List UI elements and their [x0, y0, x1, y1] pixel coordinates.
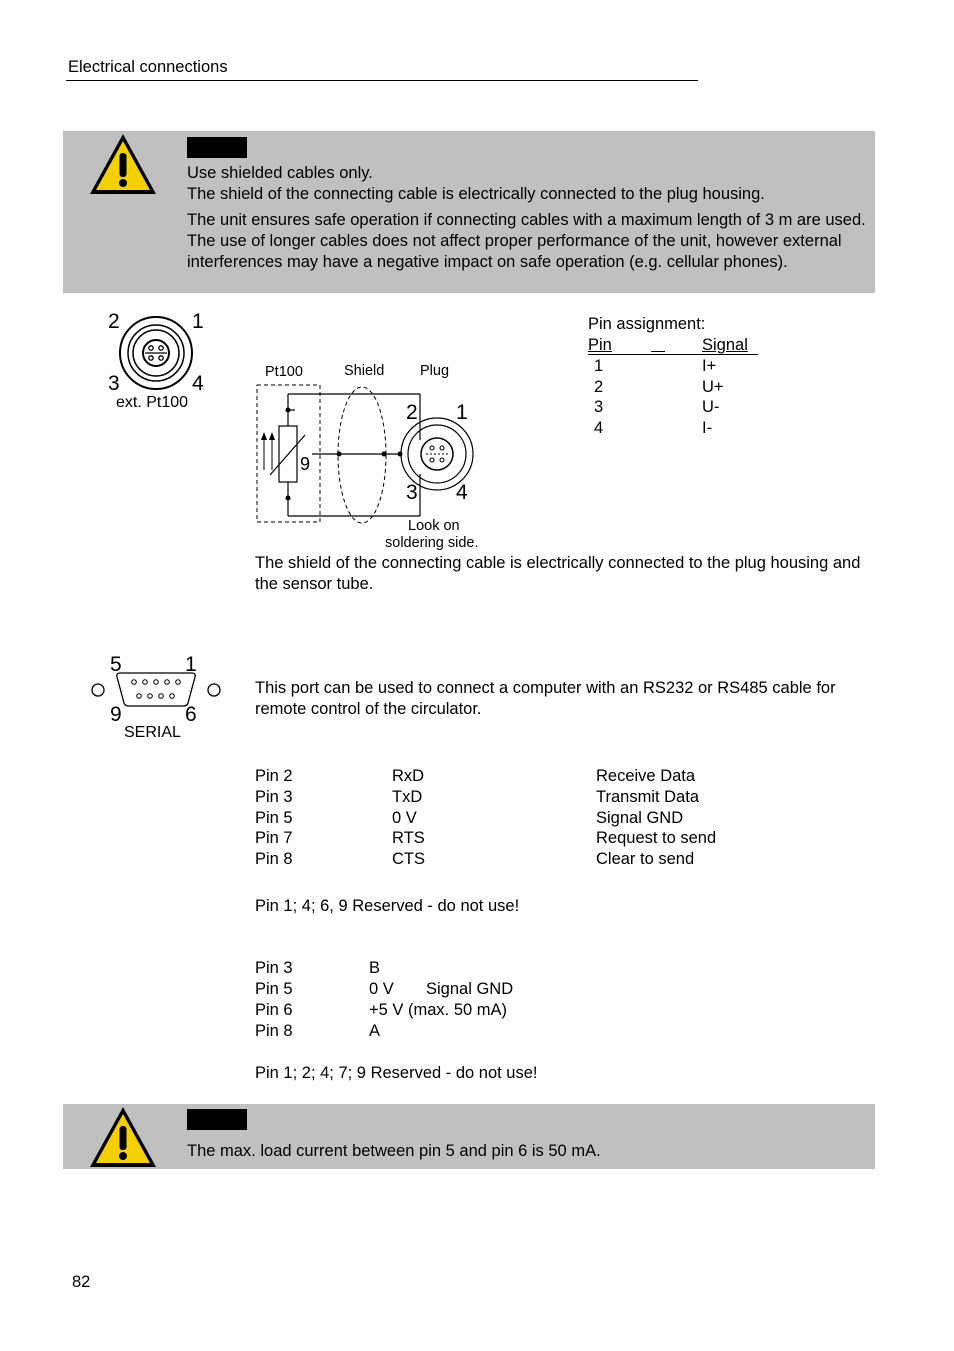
rs485-reserved-note: Pin 1; 2; 4; 7; 9 Reserved - do not use! — [255, 1064, 538, 1082]
rs232-pin: Pin 7 — [255, 829, 293, 847]
rs232-desc: Signal GND — [596, 809, 684, 827]
rs485-signal: +5 V (max. 50 mA) — [369, 1001, 508, 1019]
rs485-signal: 0 V — [369, 980, 394, 998]
warning-line-2: The shield of the connecting cable is electrically connected to the plug housing. — [187, 185, 765, 203]
signal-header: Signal — [702, 336, 748, 354]
rs232-desc: Clear to send — [596, 850, 695, 868]
pt100-pin-4: 4 — [192, 372, 204, 395]
rs485-pin: Pin 3 — [255, 959, 293, 977]
serial-pin-5: 5 — [110, 653, 122, 676]
serial-pin-1: 1 — [185, 653, 197, 676]
db9-socket-icon — [88, 668, 224, 708]
rs232-desc: Receive Data — [596, 767, 696, 785]
rs232-pin: Pin 8 — [255, 850, 293, 868]
serial-pin-9: 9 — [110, 703, 122, 726]
rs232-signal: RxD — [392, 767, 425, 785]
table-row-pin: 3 — [594, 398, 604, 416]
rs232-signal: TxD — [392, 788, 423, 806]
rs485-pin: Pin 6 — [255, 1001, 293, 1019]
rs485-desc: Signal GND — [426, 980, 514, 998]
warning-triangle-icon — [87, 131, 159, 197]
warning-paragraph: The unit ensures safe operation if connecting cables with a maximum length of 3 m are used. The use of longer cables does not affect proper performance of the unit, however external interferences may have a negative impact on safe operation (e.g. cellular phones). — [187, 211, 866, 271]
rs232-desc: Request to send — [596, 829, 717, 847]
table-row-pin: 1 — [594, 357, 604, 375]
pt100-pin-3: 3 — [108, 372, 120, 395]
table-row-pin: 4 — [594, 419, 604, 437]
rs232-desc: Transmit Data — [596, 788, 699, 806]
warning-label — [187, 1109, 247, 1130]
plug-pin-4: 4 — [456, 481, 468, 504]
rs485-signal: A — [369, 1022, 381, 1040]
table-row-signal: I+ — [702, 357, 717, 375]
rs485-pin: Pin 5 — [255, 980, 293, 998]
rs232-signal: CTS — [392, 850, 425, 868]
wiring-schematic — [250, 380, 490, 528]
pin-assignment-title: Pin assignment: — [588, 315, 706, 333]
table-row-pin: 2 — [594, 378, 604, 396]
serial-pin-6: 6 — [185, 703, 197, 726]
shield-note: The shield of the connecting cable is electrically connected to the plug housing and the sensor tube. — [255, 554, 861, 593]
pt100-pin-2: 2 — [108, 310, 120, 333]
table-row-signal: U+ — [702, 378, 724, 396]
pt100-caption: ext. Pt100 — [116, 394, 189, 411]
plug-pin-3: 3 — [406, 481, 418, 504]
rs232-pin: Pin 3 — [255, 788, 293, 806]
warning-line-1: Use shielded cables only. — [187, 164, 373, 182]
table-row-signal: I- — [702, 419, 713, 437]
rs232-signal: RTS — [392, 829, 425, 847]
pt100-pin-1: 1 — [192, 310, 204, 333]
rs232-pin: Pin 5 — [255, 809, 293, 827]
pin-header: Pin — [588, 336, 612, 354]
pt100-socket-icon — [118, 315, 194, 391]
warning-text: The max. load current between pin 5 and pin 6 is 50 mA. — [187, 1142, 601, 1160]
serial-description: This port can be used to connect a computer with an RS232 or RS485 cable for remote control of the circulator. — [255, 679, 836, 718]
serial-caption: SERIAL — [124, 724, 181, 741]
page-number: 82 — [72, 1273, 91, 1291]
warning-box — [63, 1104, 875, 1169]
theta-symbol: 9 — [300, 454, 311, 474]
warning-box — [63, 131, 875, 293]
table-header-rule — [588, 354, 758, 355]
plug-pin-1: 1 — [456, 401, 468, 424]
rs485-pin: Pin 8 — [255, 1022, 293, 1040]
diagram-label-plug: Plug — [420, 363, 450, 379]
section-title: Electrical connections — [68, 58, 228, 76]
rs232-pin: Pin 2 — [255, 767, 293, 785]
header-rule — [66, 80, 698, 81]
look-on-label: Look on — [408, 518, 460, 534]
soldering-side-label: soldering side. — [385, 535, 479, 551]
diagram-label-pt100: Pt100 — [265, 364, 303, 380]
warning-triangle-icon — [87, 1104, 159, 1170]
rs232-signal: 0 V — [392, 809, 417, 827]
rs232-reserved-note: Pin 1; 4; 6, 9 Reserved - do not use! — [255, 897, 520, 915]
table-row-signal: U- — [702, 398, 720, 416]
pin-header-gap — [651, 335, 665, 356]
warning-label — [187, 137, 247, 158]
rs485-signal: B — [369, 959, 381, 977]
diagram-label-shield: Shield — [344, 363, 385, 379]
plug-pin-2: 2 — [406, 401, 418, 424]
